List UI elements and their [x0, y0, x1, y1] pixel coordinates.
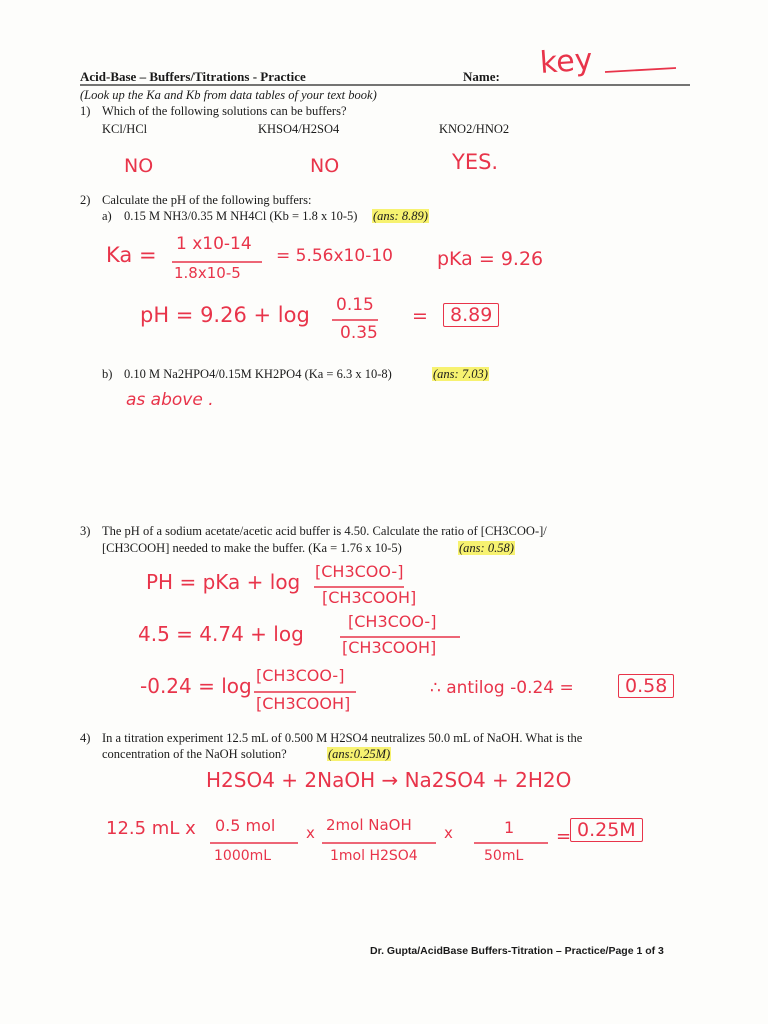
instruction-text: (Look up the Ka and Kb from data tables of your text book) — [80, 88, 377, 102]
q3-work-l2-lhs: 4.5 = 4.74 + log — [138, 622, 304, 646]
q4-t1-lhs: 12.5 mL x — [106, 818, 196, 839]
q2a-result-box: 8.89 — [443, 303, 499, 327]
q4-t3-num: 1 — [504, 818, 515, 837]
q4-t2-num: 2mol NaOH — [326, 816, 412, 834]
q2a-equals: = — [412, 305, 428, 327]
q2a-ka-lhs: Ka = — [106, 243, 157, 267]
q1-number: 1) — [80, 104, 91, 118]
q4-result-box: 0.25M — [570, 818, 643, 842]
q2a-answer-key: (ans: 8.89) — [373, 209, 428, 223]
q4-t1-num: 0.5 mol — [215, 816, 276, 835]
q4-answer-key: (ans:0.25M) — [328, 747, 391, 761]
q3-work-l1-lhs: PH = pKa + log — [146, 570, 301, 594]
q2b-answer-key: (ans: 7.03) — [433, 367, 488, 381]
q1-option-3: KNO2/HNO2 — [439, 122, 510, 136]
q3-work-l3-num: [CH3COO-] — [256, 666, 345, 685]
q1-option-1: KCl/HCl — [102, 122, 148, 136]
q3-work-l3-lhs: -0.24 = log — [140, 674, 252, 698]
q3-work-l3-den: [CH3COOH] — [256, 694, 351, 713]
q3-work-l1-num: [CH3COO-] — [315, 562, 404, 581]
q2a-text: 0.15 M NH3/0.35 M NH4Cl (Kb = 1.8 x 10-5) — [124, 209, 358, 223]
q1-answer-2: NO — [310, 155, 340, 177]
q2a-pka: pKa = 9.26 — [437, 248, 544, 270]
q4-text-line2: concentration of the NaOH solution? — [102, 747, 287, 761]
q2a-label: a) — [102, 209, 112, 223]
page-footer: Dr. Gupta/AcidBase Buffers-Titration – Practice/Page 1 of 3 — [370, 945, 664, 957]
q4-t3-den: 50mL — [484, 848, 524, 864]
q4-times-2: x — [444, 824, 453, 842]
q3-number: 3) — [80, 524, 91, 538]
q3-result-box: 0.58 — [618, 674, 674, 698]
q3-work-l2-den: [CH3COOH] — [342, 638, 437, 657]
q3-work-antilog: ∴ antilog -0.24 = — [430, 678, 574, 698]
q3-answer-key: (ans: 0.58) — [459, 541, 514, 555]
q2a-ka-denominator: 1.8x10-5 — [174, 264, 241, 282]
q4-t2-den: 1mol H2SO4 — [330, 848, 418, 864]
q3-text-line1: The pH of a sodium acetate/acetic acid buffer is 4.50. Calculate the ratio of [CH3COO-]/ — [102, 524, 547, 538]
q1-answer-3: YES. — [452, 150, 499, 174]
q1-answer-1: NO — [124, 155, 154, 177]
name-label: Name: — [463, 69, 500, 84]
q2a-ka-value: = 5.56x10-10 — [276, 246, 393, 266]
q4-number: 4) — [80, 731, 91, 745]
q4-times-1: x — [306, 824, 315, 842]
q2-number: 2) — [80, 193, 91, 207]
q4-reaction: H2SO4 + 2NaOH → Na2SO4 + 2H2O — [206, 768, 572, 792]
q2b-work: as above . — [126, 390, 214, 410]
q3-text-line2: [CH3COOH] needed to make the buffer. (Ka = 1.76 x 10-5) — [102, 541, 402, 555]
name-handwritten: key — [538, 42, 594, 81]
q2b-text: 0.10 M Na2HPO4/0.15M KH2PO4 (Ka = 6.3 x 10-8) — [124, 367, 392, 381]
q2a-ph-lhs: pH = 9.26 + log — [140, 303, 310, 327]
q3-work-l1-den: [CH3COOH] — [322, 588, 417, 607]
page-title: Acid-Base – Buffers/Titrations - Practice — [80, 69, 306, 84]
q2a-ka-numerator: 1 x10-14 — [176, 234, 252, 254]
q3-work-l2-num: [CH3COO-] — [348, 612, 437, 631]
q2a-ph-numerator: 0.15 — [336, 295, 374, 315]
q1-prompt: Which of the following solutions can be buffers? — [102, 104, 347, 118]
q1-option-2: KHSO4/H2SO4 — [258, 122, 340, 136]
q2-prompt: Calculate the pH of the following buffers: — [102, 193, 312, 207]
q4-text-line1: In a titration experiment 12.5 mL of 0.500 M H2SO4 neutralizes 50.0 mL of NaOH. What is the — [102, 731, 583, 745]
q4-equals: = — [556, 826, 572, 847]
q4-t1-den: 1000mL — [214, 848, 272, 864]
q2a-ph-denominator: 0.35 — [340, 323, 378, 343]
q2b-label: b) — [102, 367, 113, 381]
